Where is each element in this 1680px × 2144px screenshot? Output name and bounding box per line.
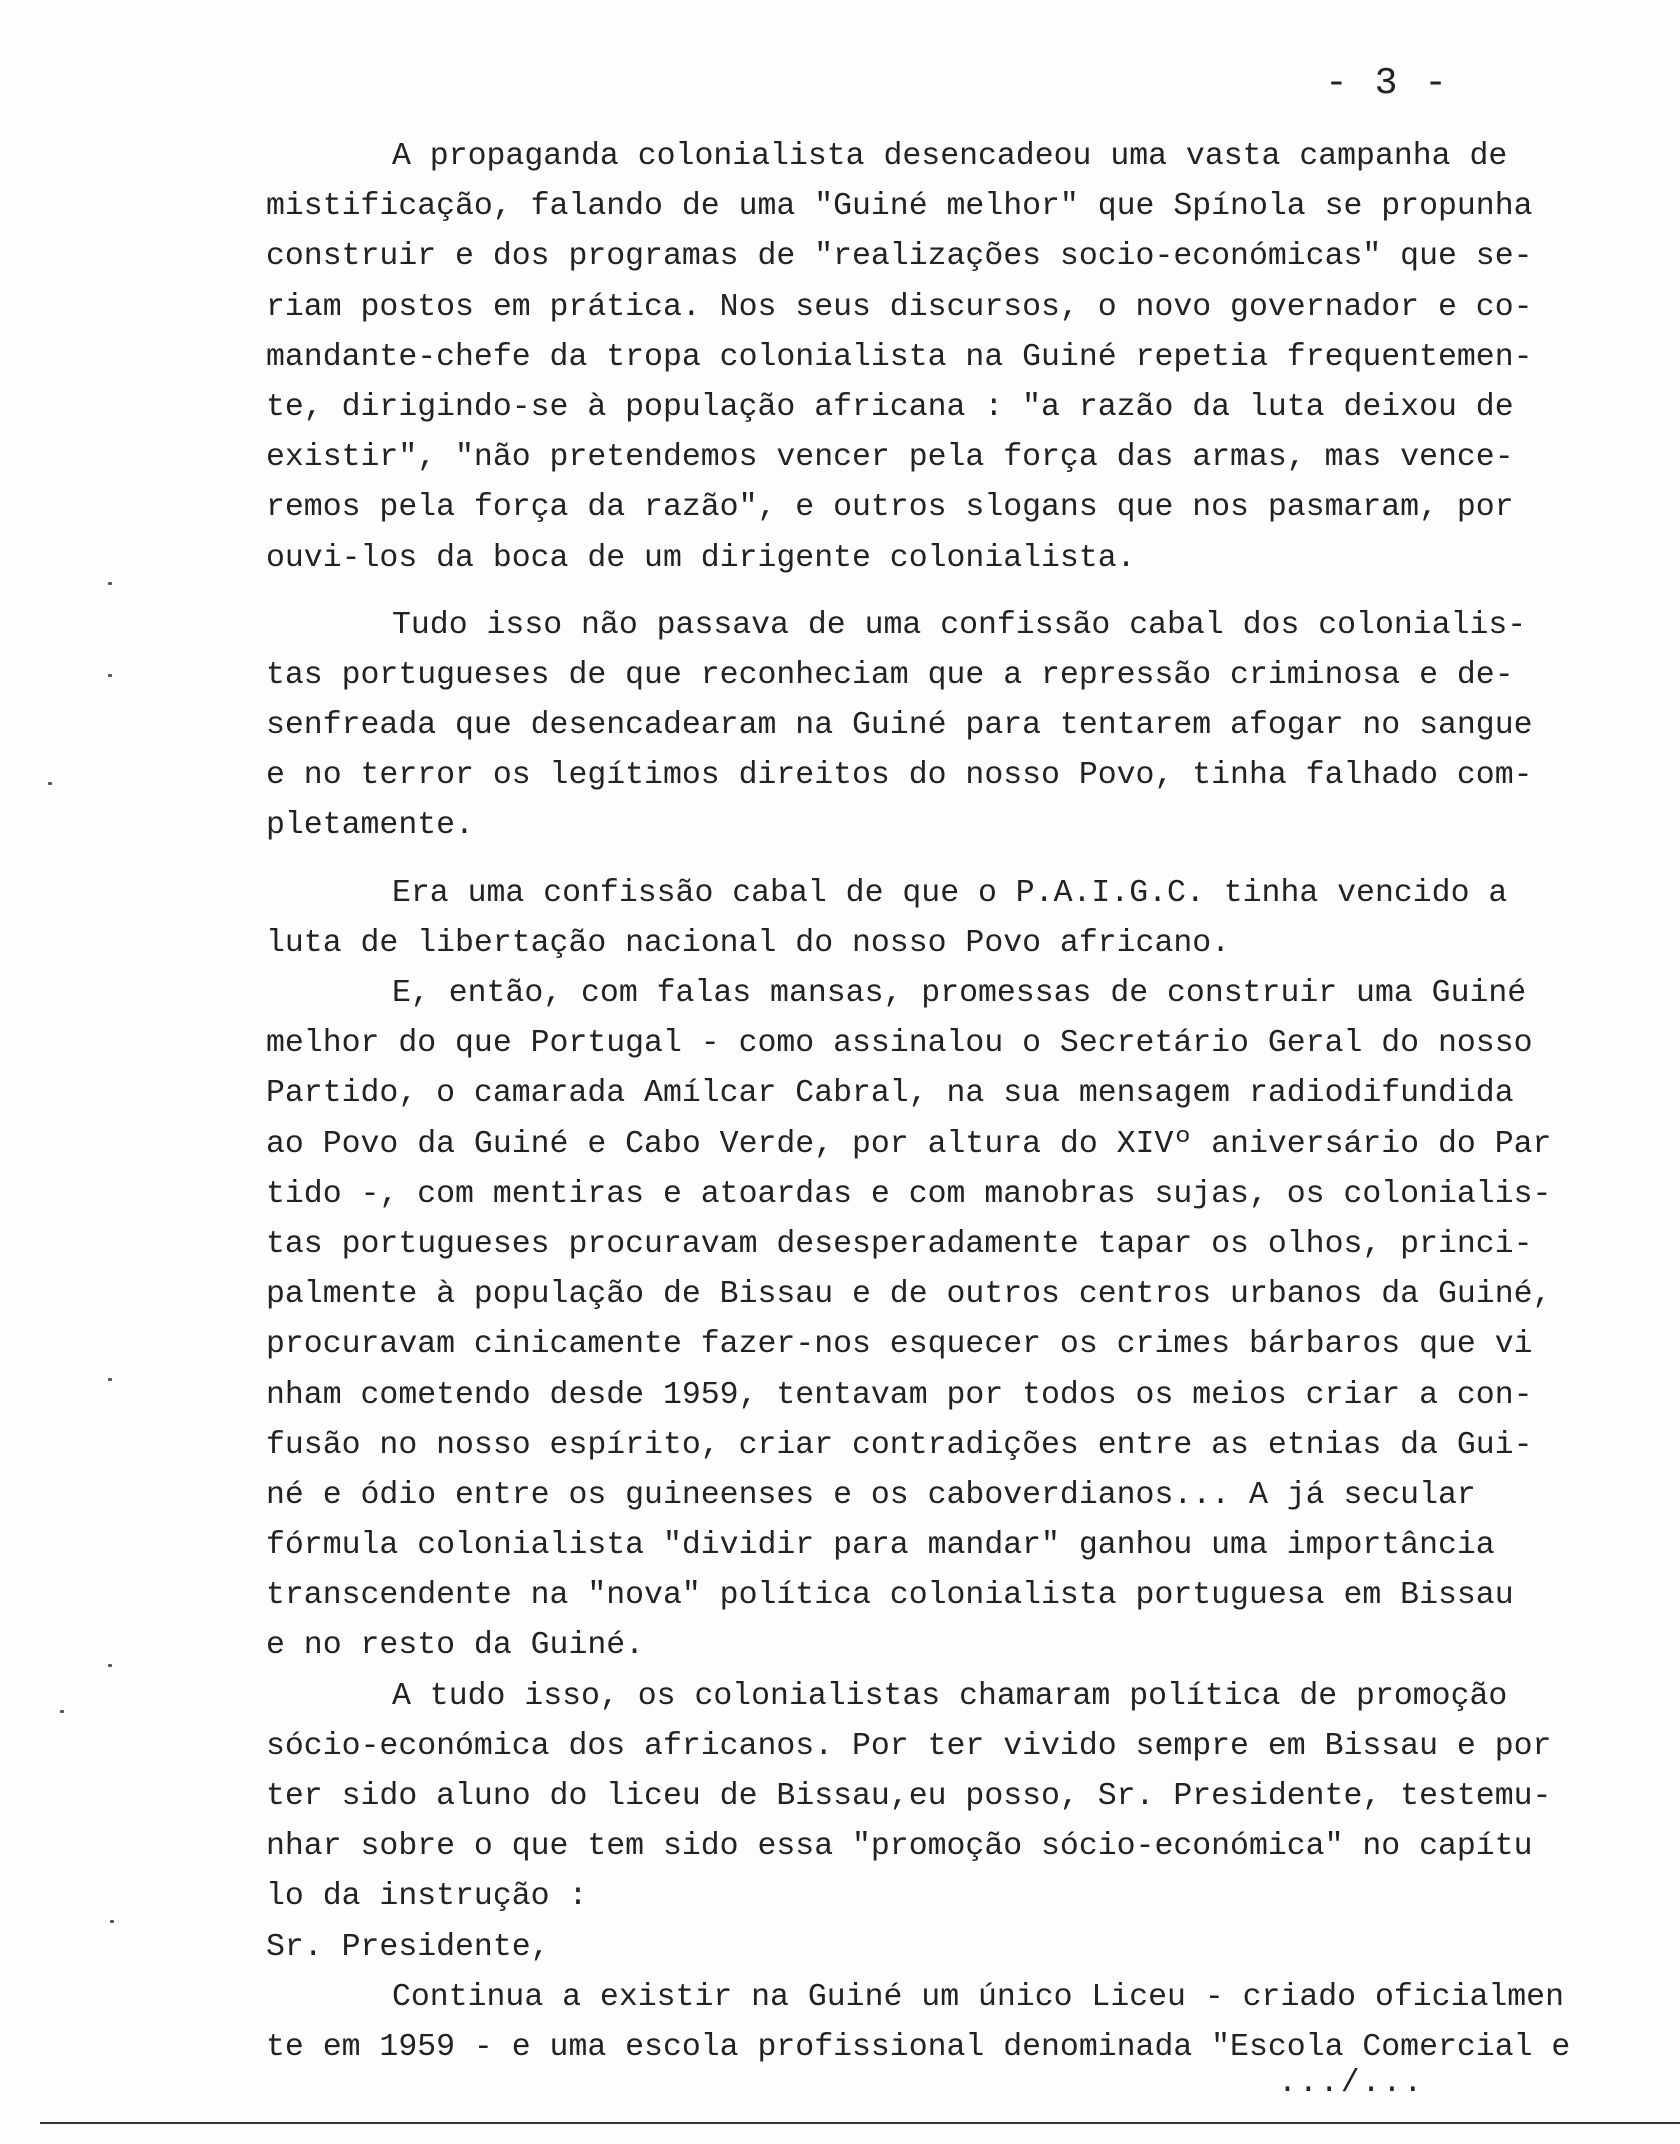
text-line: sócio-económica dos africanos. Por ter vivido sempre em Bissau e por [266, 1728, 1552, 1764]
scan-speck [48, 782, 52, 785]
text-line: tido -, com mentiras e atoardas e com manobras sujas, os colonialis- [266, 1176, 1552, 1212]
continuation-mark: .../... [1278, 2066, 1425, 2101]
text-line: lo da instrução : [266, 1879, 588, 1915]
text-line: tas portugueses procuravam desesperadamente tapar os olhos, princi- [266, 1226, 1533, 1262]
scan-speck [108, 1378, 112, 1381]
scan-speck [60, 1710, 64, 1713]
scan-speck [108, 674, 112, 677]
text-line: existir", "não pretendemos vencer pela força das armas, mas vence- [266, 440, 1514, 476]
text-line: A tudo isso, os colonialistas chamaram política de promoção [392, 1678, 1508, 1714]
text-line: mandante-chefe da tropa colonialista na Guiné repetia frequentemen- [266, 339, 1533, 375]
text-line: te, dirigindo-se à população africana : "a razão da luta deixou de [266, 389, 1514, 425]
document-body [266, 132, 1646, 2073]
text-line: riam postos em prática. Nos seus discursos, o novo governador e co- [266, 289, 1533, 325]
text-line: tas portugueses de que reconheciam que a repressão criminosa e de- [266, 657, 1514, 693]
text-line: Partido, o camarada Amílcar Cabral, na sua mensagem radiodifundida [266, 1076, 1514, 1112]
text-line: construir e dos programas de "realizações socio-económicas" que se- [266, 239, 1533, 275]
page-number: - 3 - [1325, 62, 1450, 105]
text-line: te em 1959 - e uma escola profissional denominada "Escola Comercial e [266, 2029, 1571, 2065]
text-line: fusão no nosso espírito, criar contradições entre as etnias da Gui- [266, 1427, 1533, 1463]
scan-speck [110, 1920, 114, 1923]
text-line: pletamente. [266, 808, 474, 844]
scan-speck [108, 582, 112, 585]
text-line: remos pela força da razão", e outros slogans que nos pasmaram, por [266, 490, 1514, 526]
bottom-rule [40, 2122, 1680, 2124]
text-line: ao Povo da Guiné e Cabo Verde, por altura do XIVº aniversário do Par [266, 1126, 1552, 1162]
text-line: nham cometendo desde 1959, tentavam por todos os meios criar a con- [266, 1377, 1533, 1413]
salutation-line: Sr. Presidente, [266, 1929, 550, 1965]
text-line: e no resto da Guiné. [266, 1628, 645, 1664]
text-line: mistificação, falando de uma "Guiné melhor" que Spínola se propunha [266, 189, 1533, 225]
text-line: E, então, com falas mansas, promessas de construir uma Guiné [392, 976, 1527, 1011]
text-line: Continua a existir na Guiné um único Liceu - criado oficialmen [392, 1979, 1564, 2015]
text-line: Tudo isso não passava de uma confissão cabal dos colonialis- [392, 607, 1527, 643]
text-line: fórmula colonialista "dividir para mandar" ganhou uma importância [266, 1528, 1495, 1564]
text-line: A propaganda colonialista desencadeou uma vasta campanha de [392, 139, 1508, 174]
text-line: melhor do que Portugal - como assinalou o Secretário Geral do nosso [266, 1026, 1533, 1062]
text-line: ouvi-los da boca de um dirigente colonialista. [266, 540, 1136, 576]
text-line: palmente à população de Bissau e de outros centros urbanos da Guiné, [266, 1277, 1552, 1313]
text-line: ter sido aluno do liceu de Bissau,eu posso, Sr. Presidente, testemu- [266, 1779, 1552, 1814]
text-line: luta de libertação nacional do nosso Povo africano. [266, 925, 1231, 961]
text-line: e no terror os legítimos direitos do nosso Povo, tinha falhado com- [266, 758, 1533, 794]
text-line: transcendente na "nova" política colonialista portuguesa em Bissau [266, 1578, 1514, 1614]
text-line: né e ódio entre os guineenses e os caboverdianos... A já secular [266, 1477, 1476, 1513]
text-line: procuravam cinicamente fazer-nos esquecer os crimes bárbaros que vi [266, 1327, 1533, 1363]
text-line: Era uma confissão cabal de que o P.A.I.G.C. tinha vencido a [392, 875, 1508, 911]
scan-speck [108, 1664, 112, 1667]
text-line: nhar sobre o que tem sido essa "promoção sócio-económica" no capítu [266, 1829, 1533, 1865]
text-line: senfreada que desencadearam na Guiné para tentarem afogar no sangue [266, 708, 1533, 744]
